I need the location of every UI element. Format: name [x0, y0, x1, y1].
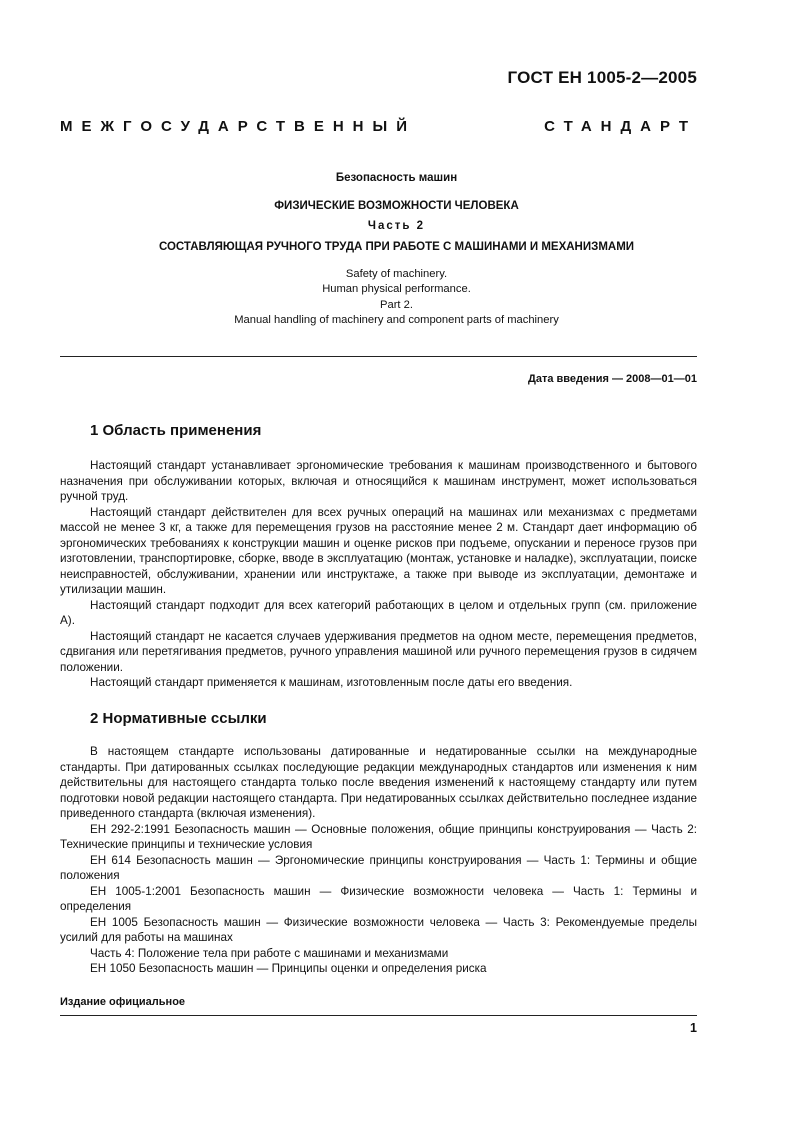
paragraph: Настоящий стандарт действителен для всех ручных операций на машинах или механизмах с предметами массой не менее 3 кг, а также для перемещения грузов на расстояние менее 2 м. Стандарт дает информацию об эргономических требованиях к конструкции машин и оценке рисков при подъеме, опускании и переносе грузов при изготовлении, транспортировке, сборке, вводе в эксплуатацию (монтаж, установке и наладке), эксплуатации, поиске неисправностей, обслуживании, хранении или инструктаже, а также при выводе из эксплуатации, демонтаже и утилизации машин.: [60, 505, 697, 596]
english-title-line: Manual handling of machinery and component parts of machinery: [234, 314, 559, 327]
introduction-date: Дата введения — 2008—01—01: [528, 373, 697, 385]
section-body-scope: [60, 458, 697, 691]
paragraph: Настоящий стандарт устанавливает эргономические требования к машинам производственного и бытового назначения при обслуживании которых, включая и относящийся к машинам инструмент, может использоваться ручной труд.: [60, 459, 697, 503]
paragraph: В настоящем стандарте использованы датированные и недатированные ссылки на международные стандарты. При датированных ссылках последующие редакции международных стандартов или изменения к ним действительны для настоящего стандарта только после введения изменений к настоящему стандарту или путем подготовки новой редакции настоящего стандарта. При недатированных ссылках действительно последнее издание приведенного стандарта (включая изменения).: [60, 745, 697, 820]
standard-type: МЕЖГОСУДАРСТВЕННЫЙ СТАНДАРТ: [60, 118, 697, 135]
paragraph: Настоящий стандарт применяется к машинам, изготовленным после даты его введения.: [90, 676, 573, 689]
section-body-references: [60, 744, 697, 977]
english-title-line: Human physical performance.: [322, 283, 471, 296]
title-series: Безопасность машин: [335, 172, 458, 184]
reference-entry: ЕН 1050 Безопасность машин — Принципы оценки и определения риска: [90, 962, 487, 975]
reference-entry: ЕН 292-2:1991 Безопасность машин — Основные положения, общие принципы конструирования — Часть 2: Технические принципы и технические условия: [60, 822, 697, 851]
section-heading-scope: 1 Область применения: [90, 422, 262, 439]
divider-top: [60, 356, 697, 357]
paragraph: Настоящий стандарт подходит для всех категорий работающих в целом и отдельных групп (см. приложение А).: [60, 598, 697, 627]
page-number: 1: [690, 1021, 697, 1035]
section-heading-references: 2 Нормативные ссылки: [90, 710, 267, 727]
title-subtitle: СОСТАВЛЯЮЩАЯ РУЧНОГО ТРУДА ПРИ РАБОТЕ С МАШИНАМИ И МЕХАНИЗМАМИ: [158, 241, 635, 253]
divider-bottom: [60, 1015, 697, 1016]
title-part: Часть 2: [367, 220, 426, 232]
reference-entry: Часть 4: Положение тела при работе с машинами и механизмами: [90, 946, 449, 960]
paragraph: Настоящий стандарт не касается случаев удерживания предметов на одном месте, перемещения предметов, сдвигания или перетягивания предметов, ручного управления машиной или ручного перемещения грузов в сидячем положении.: [60, 629, 697, 674]
english-title-line: Part 2.: [380, 298, 413, 311]
title-main: ФИЗИЧЕСКИЕ ВОЗМОЖНОСТИ ЧЕЛОВЕКА: [274, 200, 519, 212]
reference-entry: ЕН 1005 Безопасность машин — Физические возможности человека — Часть 3: Рекомендуемые пределы усилий для работы на машинах: [60, 915, 697, 944]
edition-label: Издание официальное: [60, 996, 186, 1008]
reference-entry: ЕН 1005-1:2001 Безопасность машин — Физические возможности человека — Часть 1: Термины и определения: [60, 884, 697, 913]
title-block: [96, 172, 697, 329]
reference-entry: ЕН 614 Безопасность машин — Эргономические принципы конструирования — Часть 1: Термины и общие положения: [60, 853, 697, 882]
document-code: ГОСТ ЕН 1005-2—2005: [507, 68, 697, 87]
english-title-line: Safety of machinery.: [345, 268, 448, 280]
